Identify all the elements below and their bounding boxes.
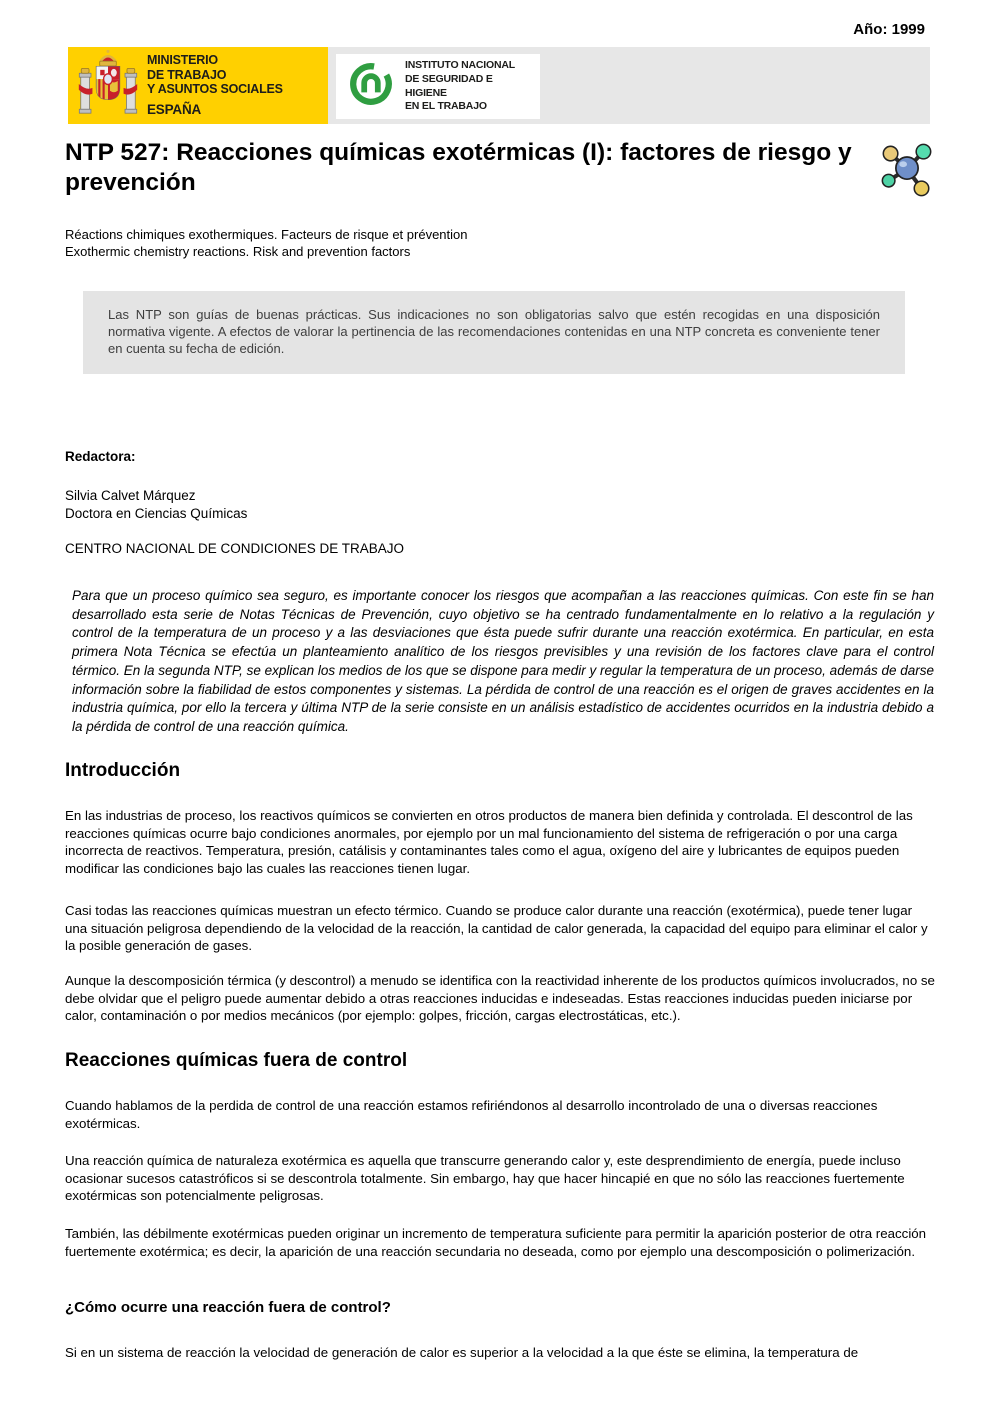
author-block (65, 487, 247, 523)
subtitle-english: Exothermic chemistry reactions. Risk and prevention factors (65, 244, 411, 259)
abstract-paragraph: Para que un proceso químico sea seguro, es importante conocer los riesgos que acompañan a las reacciones químicas. Con este fin se han desarrollado esta serie de Notas Técnicas de Prevención, cuyo objetivo se ha centrado fundamentalmente en lo relativo a la regulación y control de la temperatura de un proceso y a las desviaciones que ésta puede sufrir durante una reacción exotérmica. En particular, en esta primera Nota Técnica se efectúa un planteamiento analítico de los riesgos previsibles y una revisión de los factores clave para el control térmico. En la segunda NTP, se explican los medios de los que se dispone para medir y regular la temperatura de un proceso, además de darse información sobre la fiabilidad de estos componentes y sistemas. La pérdida de control de una reacción es el origen de graves accidentes en la industria química, por ello la tercera y última NTP de la serie consiste en un análisis estadístico de accidentes ocurridos en la industria debido a la pérdida de control de una reacción química. (72, 588, 934, 734)
paragraph: Si en un sistema de reacción la velocidad de generación de calor es superior a la velocidad a la que éste se elimina, la temperatura de (65, 1345, 859, 1360)
subtitle-french: Réactions chimiques exothermiques. Facteurs de risque et prévention (65, 227, 468, 242)
institute-logo (336, 54, 540, 119)
center-name: CENTRO NACIONAL DE CONDICIONES DE TRABAJO (65, 541, 405, 556)
translated-subtitles (65, 226, 468, 260)
redactora-label: Redactora: (65, 449, 136, 464)
insht-ring-icon (348, 61, 394, 112)
page-title: NTP 527: Reacciones químicas exotérmicas (I): factores de riesgo y prevención (65, 139, 852, 196)
ntp-disclaimer-text: Las NTP son guías de buenas prácticas. Sus indicaciones no son obligatorias salvo que estén recogidas en una disposición normativa vigente. A efectos de valorar la pertinencia de las recomendaciones contenidas en una NTP concreta es conveniente tener en cuenta su fecha de edición. (108, 307, 880, 356)
ministry-name (147, 53, 283, 118)
spain-coat-of-arms-icon (76, 47, 140, 124)
ministry-logo (68, 47, 328, 124)
paragraph: Cuando hablamos de la perdida de control de una reacción estamos refiriéndonos al desarrollo incontrolado de una o diversas reacciones exotérmicas. (65, 1098, 878, 1131)
ministry-country: ESPAÑA (147, 102, 202, 118)
institute-line: EN EL TRABAJO (405, 100, 487, 113)
ministry-line: Y ASUNTOS SOCIALES (147, 82, 283, 97)
paragraph: Casi todas las reacciones químicas muestran un efecto térmico. Cuando se produce calor durante una reacción (exotérmica), puede tener lugar una situación peligrosa dependiendo de la velocidad de la reacción, la cantidad de calor generada, la capacidad del equipo para eliminar el calor y la posible generación de gases. (65, 903, 928, 954)
paragraph: Aunque la descomposición térmica (y descontrol) a menudo se identifica con la reactividad inherente de los productos químicos involucrados, no se debe olvidar que el peligro puede aumentar debido a otras reacciones inducidas e indeseadas. Estas reacciones inducidas pueden iniciarse por calor, contaminación o por medios mecánicos (por ejemplo: golpes, fricción, cargas electrostáticas, etc.). (65, 973, 935, 1024)
molecule-icon (878, 140, 936, 200)
section-heading-introduccion: Introducción (65, 760, 181, 781)
paragraph: En las industrias de proceso, los reactivos químicos se convierten en otros productos de manera bien definida y controlada. El descontrol de las reacciones químicas ocurre bajo condiciones anormales, por ejemplo por un mal funcionamiento del sistema de refrigeración o por una carga incorrecta de reactivos. Temperatura, presión, catálisis y contaminantes tales como el agua, oxígeno del aire y lubricantes de equipos pueden modificar las condiciones bajo las cuales las reacciones tienen lugar. (65, 808, 913, 876)
ministry-line: DE TRABAJO (147, 67, 227, 82)
subsection-heading-como-ocurre: ¿Cómo ocurre una reacción fuera de control? (65, 1299, 391, 1316)
author-degree: Doctora en Ciencias Químicas (65, 506, 248, 521)
paragraph: Una reacción química de naturaleza exotérmica es aquella que transcurre generando calor y, este desprendimiento de energía, puede incluso ocasionar sucesos catastróficos si se descontrola totalmente. Sin embargo, hay que hacer hincapié en que no sólo las reacciones fuertemente exotérmicas son potencialmente peligrosas. (65, 1153, 905, 1204)
author-name: Silvia Calvet Márquez (65, 488, 196, 503)
section-heading-reacciones-fuera-de-control: Reacciones químicas fuera de control (65, 1050, 408, 1071)
ministry-line: MINISTERIO (147, 52, 218, 67)
year-label: Año: 1999 (853, 21, 925, 38)
ntp-disclaimer-box (83, 291, 905, 374)
institute-line: DE SEGURIDAD E HIGIENE (405, 72, 493, 99)
institute-name (405, 59, 528, 114)
paragraph: También, las débilmente exotérmicas pueden originar un incremento de temperatura suficiente para permitir la aparición posterior de otra reacción fuertemente exotérmica; es decir, la aparición de una reacción secundaria no deseada, como por ejemplo una descomposición o polimerización. (65, 1226, 927, 1259)
institute-line: INSTITUTO NACIONAL (405, 59, 515, 72)
header-banner (68, 47, 930, 124)
